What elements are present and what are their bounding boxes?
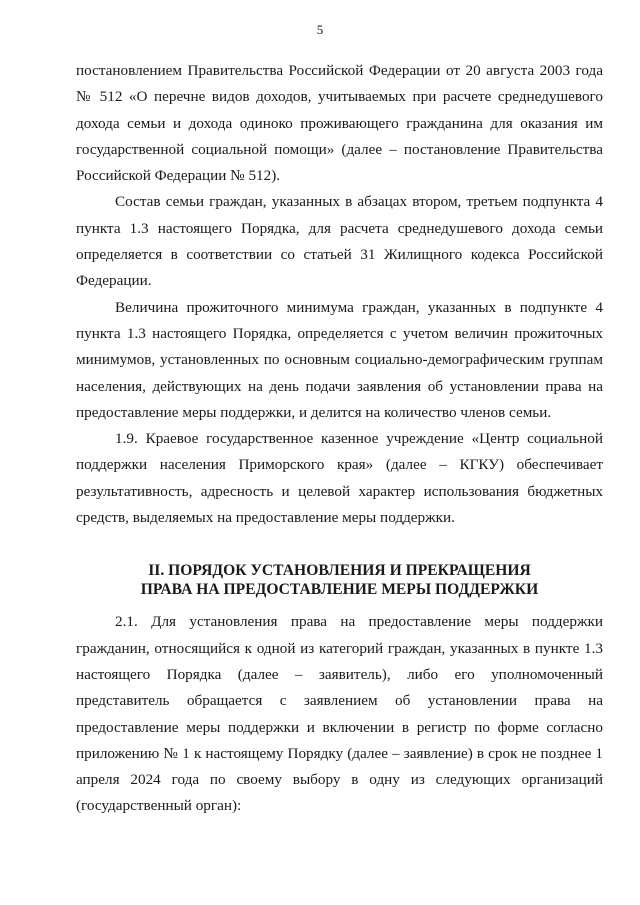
paragraph-2-1: 2.1. Для установления права на предоставление меры поддержки гражданин, относящийся к одной из категорий граждан, указанных в пункте 1.3 настоящего Порядка (далее – заявитель), либо его уполномоченный представитель обращается с заявлением об установлении права на предоставление меры поддержки и включении в регистр по форме согласно приложению № 1 к настоящему Порядку (далее – заявление) в срок не позднее 1 апреля 2024 года по своему выбору в одну из следующих организаций (государственный орган):	[76, 613, 603, 815]
section-heading-line-1: II. ПОРЯДОК УСТАНОВЛЕНИЯ И ПРЕКРАЩЕНИЯ	[148, 562, 531, 580]
paragraph-1-9: 1.9. Краевое государственное казенное учреждение «Центр социальной поддержки населения Приморского края» (далее – КГКУ) обеспечивает результативность, адресность и целевой характер использования бюджетных средств, выделяемых на предоставление меры поддержки.	[76, 430, 603, 527]
page-number: 5	[316, 22, 324, 37]
paragraph-family-composition: Состав семьи граждан, указанных в абзацах втором, третьем подпункта 4 пункта 1.3 настоящего Порядка, для расчета среднедушевого дохода семьи определяется в соответствии со статьей 31 Жилищного кодекса Российской Федерации.	[76, 193, 603, 290]
paragraph-subsistence-minimum: Величина прожиточного минимума граждан, указанных в подпункте 4 пункта 1.3 настоящего Порядка, определяется с учетом величин прожиточных минимумов, установленных по основным социально-демографическим группам населения, действующих на день подачи заявления об установлении права на предоставление меры поддержки, и делится на количество членов семьи.	[76, 298, 603, 421]
document-body	[76, 58, 603, 820]
paragraph-continuation: постановлением Правительства Российской Федерации от 20 августа 2003 года № 512 «О перечне видов доходов, учитываемых при расчете среднедушевого дохода семьи и дохода одиноко проживающего гражданина для оказания им государственной социальной помощи» (далее – постановление Правительства Российской Федерации № 512).	[76, 62, 603, 185]
section-heading	[76, 561, 603, 599]
section-heading-line-2: ПРАВА НА ПРЕДОСТАВЛЕНИЕ МЕРЫ ПОДДЕРЖКИ	[140, 581, 539, 599]
